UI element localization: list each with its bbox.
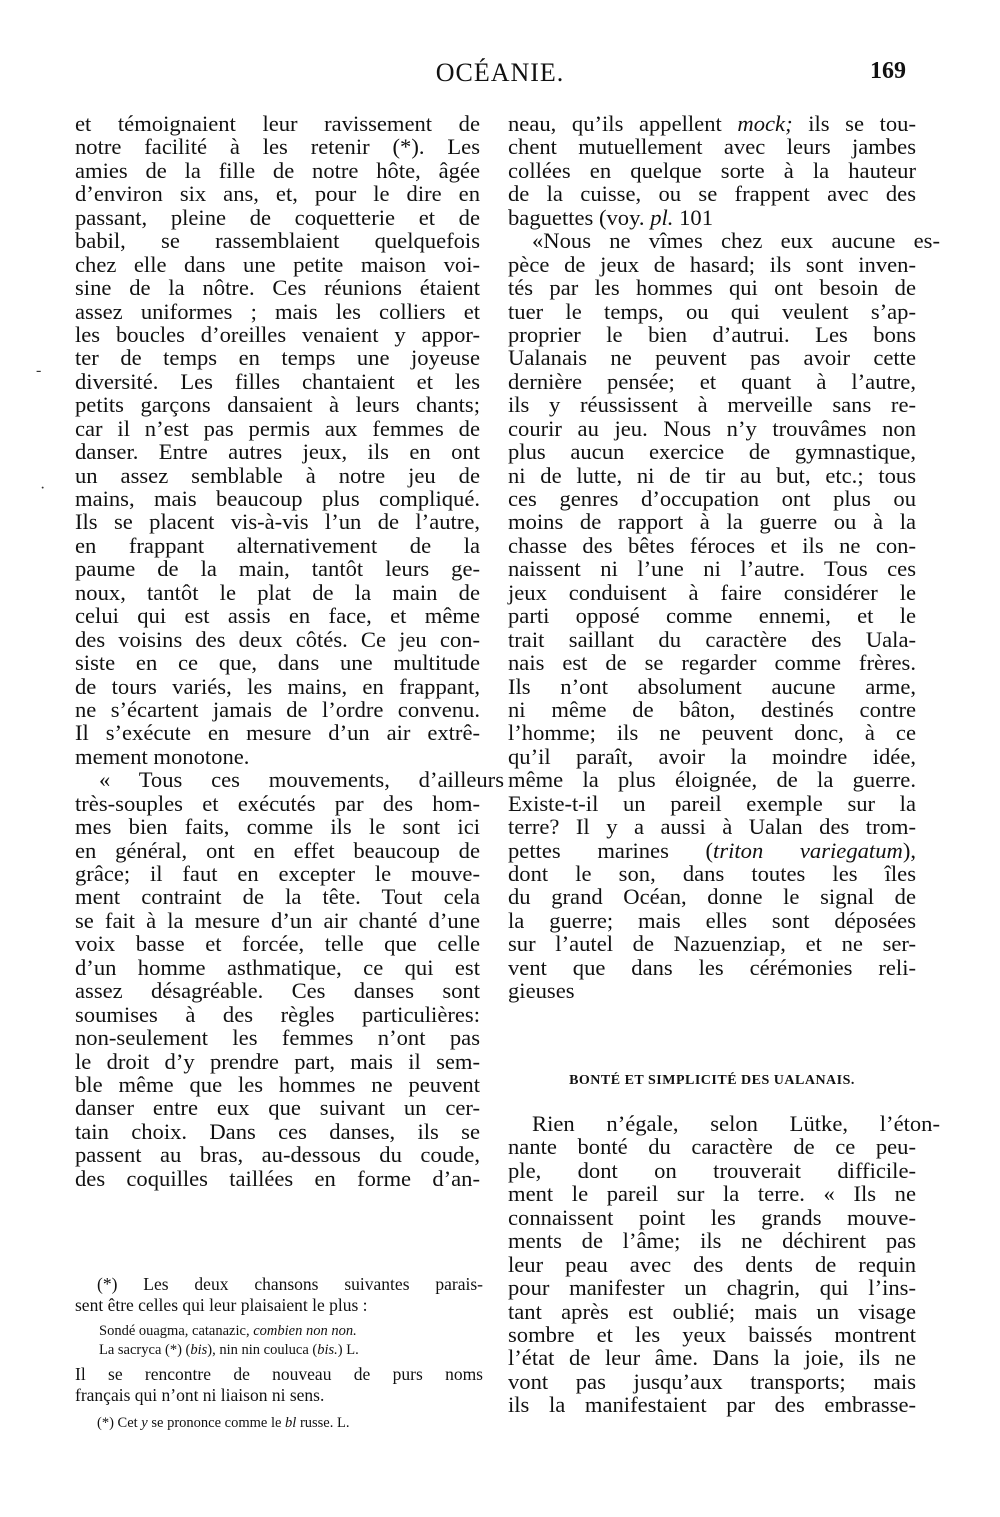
body-line: collées en quelque sorte à la hauteur [508,157,916,183]
body-line: en général, ont en effet beaucoup de [75,837,480,863]
body-line: dont le son, dans toutes les îles [508,861,916,886]
body-line: mains, mais beaucoup plus compliqué. [75,486,480,511]
body-line: la guerre; mais elles sont déposées [508,907,916,933]
body-line: même la plus éloignée, de la guerre. [508,767,916,793]
body-line: babil, se rassemblaient quelquefois [75,228,480,254]
body-line: un assez semblable à notre jeu de [75,462,480,488]
body-line: diversité. Les filles chantaient et les [75,368,480,394]
body-line: non-seulement les femmes n’ont pas [75,1025,480,1051]
body-line: tuer le temps, ou qui veulent s’ap- [508,298,916,324]
body-line: nais est de se regarder comme frères. [508,650,916,676]
body-line: proprier le bien d’autrui. Les bons [508,321,916,347]
body-line: connaissent point les grands mouve- [508,1204,916,1230]
body-line: ple, dont on trouverait difficile- [508,1157,916,1183]
body-line: sur l’autel de Nazuenziap, et ne ser- [508,931,916,957]
verse-line: La sacryca (*) (bis), nin nin couluca (bis.) L. [99,1342,359,1358]
body-line: « Tous ces mouvements, d’ailleurs [99,767,504,793]
body-line: pour manifester un chagrin, qui l’ins- [508,1275,916,1301]
body-line: petits garçons dansaient à leurs chants; [75,392,480,418]
body-line: ne s’écartent jamais de l’ordre convenu. [75,696,480,722]
body-line: ment contraint de la tête. Tout cela [75,884,480,910]
body-line: trait saillant du caractère des Uala- [508,626,916,652]
body-line: de tours variés, les mains, en frappant, [75,673,480,699]
body-line: car il n’est pas permis aux femmes de [75,415,480,441]
body-line: chez elle dans une petite maison voi- [75,251,480,277]
body-line: ni même de bâton, destinés contre [508,696,916,722]
body-line: courir au jeu. Nous n’y trouvâmes non [508,415,916,441]
body-line: ment le pareil sur la terre. « Ils ne [508,1181,916,1207]
body-line: des voisins des deux côtés. Ce jeu con- [75,626,480,652]
body-line: Ils se placent vis-à-vis l’un de l’autre, [75,509,480,535]
body-line: vont pas jusqu’aux transports; mais [508,1368,916,1394]
body-line: grâce; il faut en excepter le mouve- [75,861,480,886]
body-line: «Nous ne vîmes chez eux aucune es- [532,228,940,254]
body-line: terre? Il y a aussi à Ualan des trom- [508,814,916,840]
body-line: chent mutuellement avec leurs jambes [508,134,916,160]
body-line: très-souples et exécutés par des hom- [75,790,480,816]
body-line: chasse des bêtes féroces et ils ne con- [508,532,916,558]
left-column [75,111,504,1191]
body-line: siste en ce que, dans une multitude [75,650,480,676]
body-line: leur peau avec des dents de requin [508,1251,916,1277]
body-line: soumises à des règles particulières: [75,1001,480,1027]
body-line: l’état de leur âme. Dans la joie, ils ne [508,1345,916,1371]
body-line: paume de la main, tantôt leurs ge- [75,556,480,582]
body-line: noux, tantôt le plat de la main de [75,579,480,605]
body-line: sombre et les yeux baissés montrent [508,1321,916,1347]
right-column-section [508,1111,940,1418]
body-line: celui qui est assis en face, et même [75,603,480,629]
body-line: ils la manifestaient par des embrasse- [508,1392,916,1418]
body-line: ces genres d’occupation ont plus ou [508,486,916,511]
body-line: sine de la nôtre. Ces réunions étaient [75,275,480,301]
body-line: les boucles d’oreilles venaient y appor- [75,321,480,347]
body-line: pèce de jeux de hasard; ils sont inven- [508,251,916,277]
body-line: vent que dans les cérémonies reli- [508,954,916,980]
body-line: ter de temps en temps une joyeuse [75,345,480,371]
body-line: Rien n’égale, selon Lütke, l’éton- [532,1111,940,1136]
body-line: notre facilité à les retenir (*). Les [75,134,480,160]
body-line: jeux conduisent à faire considérer le [508,579,916,605]
body-line: plus aucun exercice de gymnastique, [508,439,916,465]
verse-line: Sondé ouagma, catanazic, combien non non. [99,1323,357,1339]
footnote-line: Il se rencontre de nouveau de purs noms [75,1364,483,1384]
section-heading: BONTÉ ET SIMPLICITÉ DES UALANAIS. [569,1073,855,1088]
body-line: d’environ six ans, et, pour le dire en [75,181,480,207]
body-line: tés par les hommes qui ont besoin de [508,275,916,301]
body-line: neau, qu’ils appellent mock; ils se tou- [508,111,917,136]
body-line: des coquilles taillées en forme d’an- [75,1165,480,1191]
body-line: pettes marines (triton variegatum), [508,837,917,863]
body-line: Ualanais ne peuvent pas avoir cette [508,345,916,371]
body-line: moins de rapport à la guerre ou à la [508,509,916,535]
body-line: ments de l’âme; ils ne déchirent pas [508,1228,916,1254]
body-line: parti opposé comme ennemi, et le [508,603,916,629]
margin-dot-mark: · [40,480,46,497]
body-line: amies de la fille de notre hôte, âgée [75,157,480,183]
body-line: ils y réussissent à merveille sans re- [508,392,916,418]
footnote [75,1274,483,1433]
body-line: mement monotone. [75,743,250,769]
body-line: de la cuisse, ou se frappent avec des [508,181,916,207]
footnote-line: (*) Les deux chansons suivantes parais- [97,1274,483,1294]
footnote-line: sent être celles qui leur plaisaient le plus : [75,1295,368,1315]
body-line: se fait à la mesure d’un air chanté d’une [75,907,480,933]
body-line: dernière pensée; et quant à l’autre, [508,368,916,394]
body-line: assez désagréable. Ces danses sont [75,978,480,1004]
page-number: 169 [870,58,906,84]
body-line: Ils n’ont absolument aucune arme, [508,673,916,699]
sub-footnote: (*) Cet y se prononce comme le bl russe. L. [97,1415,350,1431]
body-line: Il s’exécute en mesure d’un air extrê- [75,720,480,746]
body-line: assez uniformes ; mais les colliers et [75,298,480,324]
running-title: OCÉANIE. [435,58,565,87]
body-line: et témoignaient leur ravissement de [75,111,480,136]
body-line: nante bonté du caractère de ce peu- [508,1134,916,1160]
body-line: danser entre eux que suivant un cer- [75,1095,480,1121]
body-line: naissent ni l’une ni l’autre. Tous ces [508,556,916,582]
body-line: Existe-t-il un pareil exemple sur la [508,790,916,816]
body-line: passant, pleine de coquetterie et de [75,204,480,230]
body-line: tant après est oublié; mais un visage [508,1298,916,1324]
right-column [508,111,940,1004]
body-line: ni de lutte, ni de tir au but, etc.; tous [508,462,916,488]
body-line: ble même que les hommes ne peuvent [75,1071,480,1097]
margin-dash-mark: - [36,362,42,379]
body-line: tain choix. Dans ces danses, ils se [75,1118,480,1144]
body-line: d’un homme asthmatique, ce qui est [75,954,480,980]
body-line: en frappant alternativement de la [75,532,480,558]
body-line: l’homme; ils ne peuvent donc, à ce [508,720,916,746]
body-line: baguettes (voy. pl. 101 [508,204,713,230]
body-line: danser. Entre autres jeux, ils en ont [75,439,480,465]
body-line: qu’il paraît, avoir la moindre idée, [508,743,916,769]
body-line: gieuses [508,978,575,1004]
body-line: voix basse et forcée, telle que celle [75,931,480,957]
body-line: le droit d’y prendre part, mais il sem- [75,1048,480,1074]
body-line: passent au bras, au-dessous du coude, [75,1142,480,1168]
body-line: du grand Océan, donne le signal de [508,884,916,910]
footnote-line: français qui n’ont ni liaison ni sens. [75,1385,325,1405]
body-line: mes bien faits, comme ils le sont ici [75,814,480,840]
